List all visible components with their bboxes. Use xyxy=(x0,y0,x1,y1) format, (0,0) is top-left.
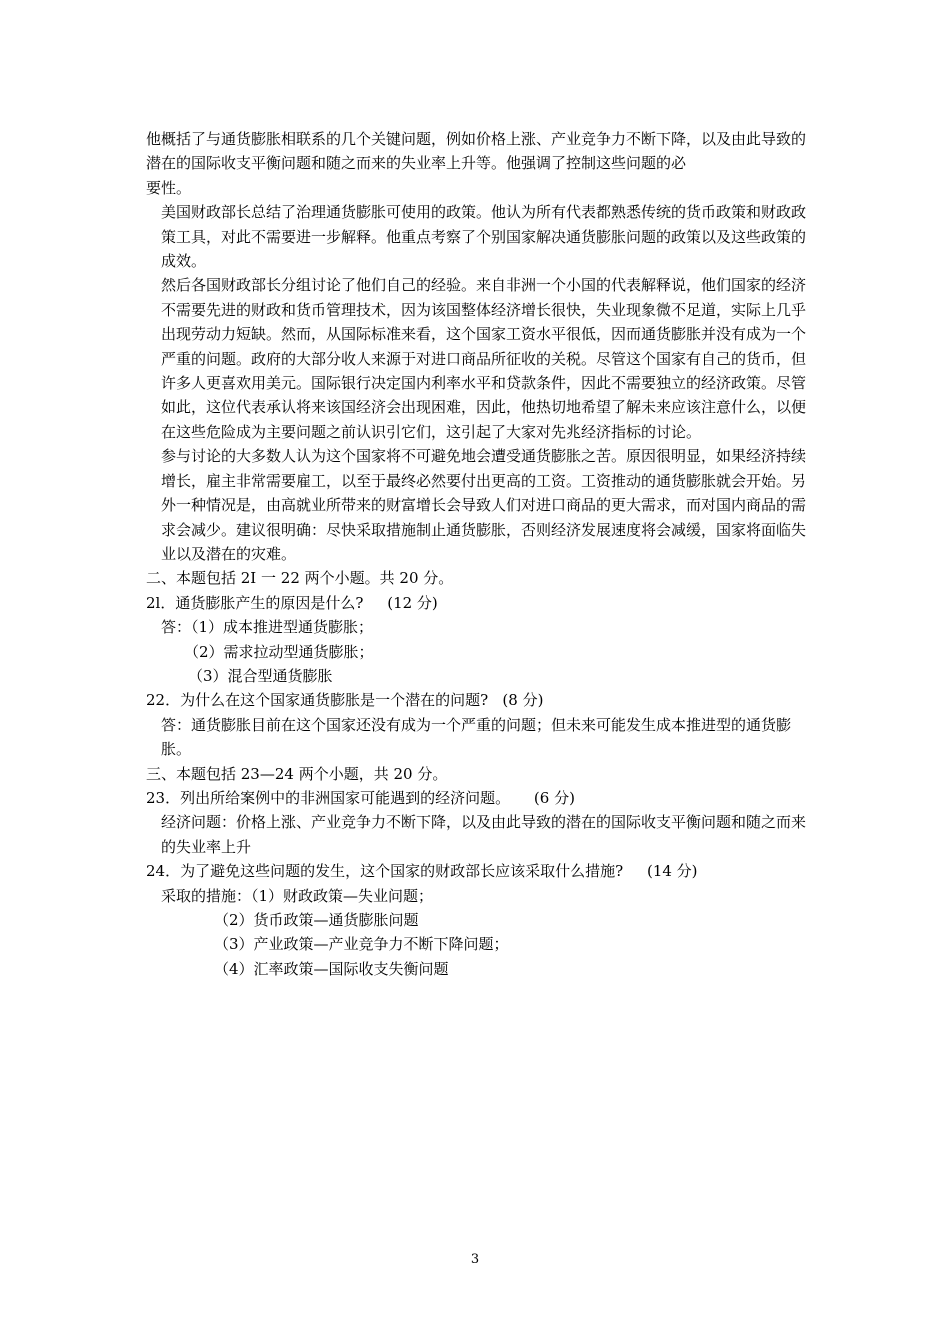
paragraph-african-country: 然后各国财政部长分组讨论了他们自己的经验。来自非洲一个小国的代表解释说，他们国家的经济不需要先进的财政和货币管理技术，因为该国整体经济增长很快，失业现象微不足道，实际上几乎出现劳动力短缺。然而，从国际标准来看，这个国家工资水平很低，因而通货膨胀并没有成为一个严重的问题。政府的大部分收人来源于对进口商品所征收的关税。尽管这个国家有自己的货币，但许多人更喜欢用美元。国际银行决定国内利率水平和贷款条件，因此不需要独立的经济政策。尽管如此，这位代表承认将来该国经济会出现困难，因此，他热切地希望了解未来应该注意什么，以便在这些危险成为主要问题之前认识引它们，这引起了大家对先兆经济指标的讨论。 xyxy=(161,276,807,441)
paragraph-us-treasury: 美国财政部长总结了治理通货膨胀可使用的政策。他认为所有代表都熟悉传统的货币政策和财政政策工具，对此不需要进一步解释。他重点考察了个别国家解决通货膨胀问题的政策以及这些政策的成效。 xyxy=(161,203,807,271)
paragraph-intro: 他概括了与通货膨胀相联系的几个关键问题，例如价格上涨、产业竞争力不断下降，以及由此导致的潜在的国际收支平衡问题和随之而来的失业率上升等。他强调了控制这些问题的必 xyxy=(146,130,807,173)
question-23: 23．列出所给案例中的非洲国家可能遇到的经济问题。 (6 分) xyxy=(146,788,575,807)
answer-21-item-1: 答：（1）成本推进型通货膨胀； xyxy=(161,618,374,637)
answer-24-item-3: （3）产业政策—产业竞争力不断下降问题； xyxy=(214,935,509,954)
document-body xyxy=(146,127,810,981)
paragraph-discussion: 参与讨论的大多数人认为这个国家将不可避免地会遭受通货膨胀之苦。原因很明显，如果经济持续增长，雇主非常需要雇工，以至于最终必然要付出更高的工资。工资推动的通货膨胀就会开始。另外一种情况是，由高就业所带来的财富增长会导致人们对进口商品的更大需求，而对国内商品的需求会减少。建议很明确：尽快采取措施制止通货膨胀，否则经济发展速度将会减缓，国家将面临失业以及潜在的灾难。 xyxy=(161,447,807,563)
question-21: 2l．通货膨胀产生的原因是什么? (12 分) xyxy=(146,593,438,612)
question-22: 22．为什么在这个国家通货膨胀是一个潜在的问题? (8 分) xyxy=(146,691,544,710)
answer-21-item-3: （3）混合型通货膨胀 xyxy=(188,666,333,685)
answer-23: 经济问题：价格上涨、产业竞争力不断下降，以及由此导致的潜在的国际收支平衡问题和随之而来的失业率上升 xyxy=(161,813,807,856)
answer-24-item-4: （4）汇率政策—国际收支失衡问题 xyxy=(214,959,449,978)
answer-24-item-1: 采取的措施：（1）财政政策—失业问题； xyxy=(161,886,434,905)
answer-21-item-2: （2）需求拉动型通货膨胀； xyxy=(184,642,374,661)
page-number: 3 xyxy=(470,1252,480,1267)
section-heading-two: 二、本题包括 2I 一 22 两个小题。共 20 分。 xyxy=(146,569,454,588)
paragraph-intro-end: 要性。 xyxy=(146,178,192,197)
question-24: 24．为了避免这些问题的发生，这个国家的财政部长应该采取什么措施? (14 分) xyxy=(146,862,698,881)
section-heading-three: 三、本题包括 23—24 两个小题，共 20 分。 xyxy=(146,764,448,783)
answer-22: 答：通货膨胀目前在这个国家还没有成为一个严重的问题；但未来可能发生成本推进型的通货膨胀。 xyxy=(161,715,792,759)
answer-24-item-2: （2）货币政策—通货膨胀问题 xyxy=(214,911,419,929)
